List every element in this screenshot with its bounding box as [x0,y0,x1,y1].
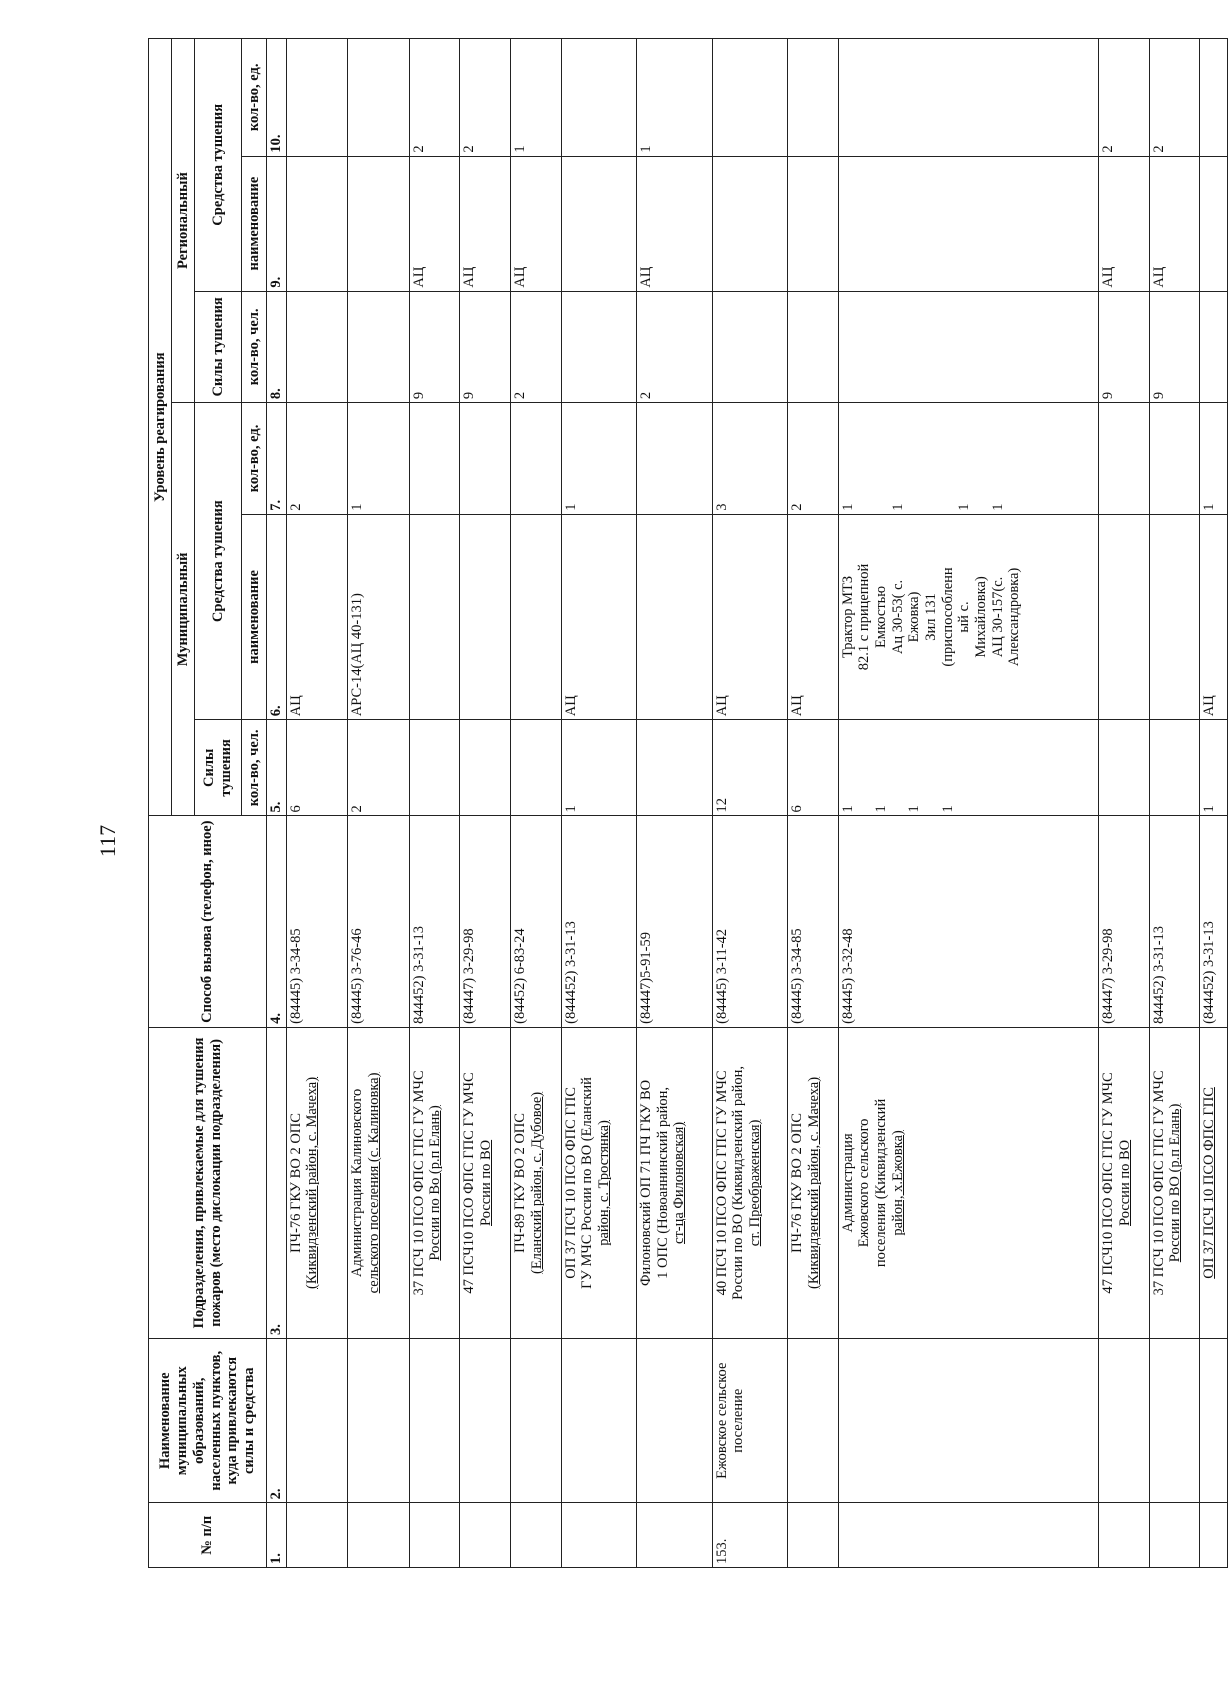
cell-line [906,406,923,511]
cell-m-means-qty [838,403,1098,515]
cell-r-forces [712,291,787,403]
header-m-name: наименование [242,514,267,720]
cell-unit [1098,1027,1149,1338]
cell-r-means-name [1149,156,1200,291]
header-m-qty-people: кол-во, чел. [242,720,267,816]
cell-text: 1 [638,145,655,153]
cell-text: 1 [562,503,579,511]
table-body [286,39,1227,1568]
col-num-1: 1. [267,1503,287,1568]
cell-line: Александровка) [1006,567,1023,667]
fire-response-table [148,38,1228,1568]
cell-m-means-name [286,514,347,720]
cell-text: 2 [1150,145,1167,153]
cell-text: 2 [410,145,427,153]
cell-text: АЦ [713,695,730,717]
cell-line [873,406,890,511]
cell-m-means-qty [286,403,347,515]
cell-line: России по ВО (р.п Елань) [1167,1103,1184,1263]
cell-line: ГУ МЧС России по ВО (Еланский [579,1077,596,1289]
col-num-6: 6. [267,514,287,720]
cell-r-means-qty [712,39,787,157]
cell-m-forces [787,720,838,816]
cell-text: АЦ [1201,695,1218,717]
cell-m-means-qty [409,403,460,515]
cell-line: Ац 30-53( с. [889,579,906,655]
cell-line: России по ВО (Киквидзенский район, [730,1066,747,1300]
cell-call [1149,816,1200,1027]
cell-line: 1 [956,503,973,511]
cell-line: район, с. Тростянка) [596,1120,613,1246]
cell-text: 2 [1099,145,1116,153]
cell-line: 1 [906,805,923,813]
cell-r-means-qty [460,39,511,157]
cell-text: АРС-14(АЦ 40-131) [349,593,366,717]
cell-r-forces [409,291,460,403]
cell-line: Трактор МТЗ [839,575,856,659]
cell-text: (84445) 3-34-85 [287,928,304,1024]
cell-call [712,816,787,1027]
cell-m-means-name [637,514,712,720]
header-m-means: Средства тушения [195,403,242,720]
cell-no [712,1503,787,1568]
cell-no [286,1503,347,1568]
cell-call [787,816,838,1027]
cell-m-means-qty [1200,403,1228,515]
cell-no [1200,1503,1228,1568]
cell-r-means-name [409,156,460,291]
cell-call [561,816,636,1027]
cell-line: ст-ца Филоновская) [671,1121,688,1244]
cell-text: 153. [713,1538,730,1564]
cell-m-means-qty [1149,403,1200,515]
table-row [1200,39,1228,1568]
cell-line: России по Во (р.п Елань) [427,1105,444,1261]
cell-no [348,1503,409,1568]
cell-no [409,1503,460,1568]
header-municipal: Муниципальный [172,403,195,816]
cell-line: России по ВО [1116,1139,1133,1226]
cell-line: поселения (Киквидзенский [873,1098,889,1268]
cell-text: (844452) 3-31-13 [1201,921,1218,1024]
cell-municipality [1149,1339,1200,1503]
cell-line: 82.1 с прицепной [856,563,873,671]
cell-text: 6 [287,805,304,813]
cell-r-means-qty [1149,39,1200,157]
cell-m-means-name [712,514,787,720]
cell-unit [1149,1027,1200,1338]
cell-no [1149,1503,1200,1568]
cell-line: ОП 37 ПСЧ 10 ПСО ФПС ГПС [1201,1087,1218,1279]
cell-r-means-qty [1200,39,1228,157]
cell-line: ПЧ-76 ГКУ ВО 2 ОПС [287,1113,304,1253]
cell-line: 1 [839,503,856,511]
cell-text: 2 [349,805,366,813]
cell-text: 1 [1201,805,1218,813]
cell-r-means-name [286,156,347,291]
cell-m-means-name [561,514,636,720]
cell-text: 9 [1150,391,1167,400]
cell-r-means-name [787,156,838,291]
cell-r-forces [561,291,636,403]
cell-r-means-name [637,156,712,291]
col-num-3: 3. [267,1027,287,1338]
cell-r-forces [787,291,838,403]
header-r-means: Средства тушения [195,39,242,292]
cell-text: 9 [1099,391,1116,400]
cell-text: 9 [461,391,478,400]
cell-text: 1 [562,805,579,813]
cell-text: (84447) 3-29-98 [461,928,478,1024]
cell-unit [348,1027,409,1338]
table-row [637,39,712,1568]
cell-text: (844452) 3-31-13 [562,921,579,1024]
cell-m-forces [460,720,511,816]
cell-text: АЦ [562,695,579,717]
cell-r-means-qty [409,39,460,157]
header-r-forces: Силы тушения [195,291,242,403]
cell-line [856,723,873,812]
cell-call [460,816,511,1027]
cell-line: 37 ПСЧ 10 ПСО ФПС ГПС ГУ МЧС [1150,1070,1167,1296]
cell-municipality [348,1339,409,1503]
cell-m-means-qty [787,403,838,515]
cell-text: АЦ [1099,266,1116,288]
cell-unit [838,1027,1098,1338]
cell-text: АЦ [788,695,805,717]
cell-call [286,816,347,1027]
page-number: 117 [95,824,121,858]
cell-text: 844452) 3-31-13 [410,925,427,1024]
cell-m-forces [838,720,1098,816]
cell-r-means-qty [637,39,712,157]
cell-call [1098,816,1149,1027]
cell-m-means-qty [637,403,712,515]
cell-line: 1 [989,503,1006,511]
cell-m-means-name [409,514,460,720]
cell-unit [511,1027,562,1338]
cell-line: ПЧ-89 ГКУ ВО 2 ОПС [512,1113,529,1253]
cell-r-means-qty [511,39,562,157]
cell-r-forces [838,291,1098,403]
cell-text: АЦ [512,266,529,288]
cell-municipality [1200,1339,1228,1503]
cell-r-forces [1200,291,1228,403]
header-units: Подразделения, привлекаемые для тушения пожаров (место дислокации подразделения) [149,1027,267,1338]
cell-r-means-name [712,156,787,291]
cell-line [856,406,873,511]
cell-municipality [511,1339,562,1503]
cell-r-forces [460,291,511,403]
cell-line: Филоновский ОП 71 ПЧ ГКУ ВО [638,1079,655,1286]
cell-r-means-qty [787,39,838,157]
cell-line: ый с. [956,601,973,633]
cell-line: Администрация [839,1133,856,1233]
cell-text: 2 [788,503,805,511]
cell-municipality [409,1339,460,1503]
table-row [348,39,409,1568]
col-num-4: 4. [267,816,287,1027]
cell-line: (Киквидзенский район, с. Мачеха) [304,1076,321,1289]
header-call-method: Способ вызова (телефон, иное) [149,816,267,1027]
header-r-name: наименование [242,156,267,291]
cell-municipality [787,1339,838,1503]
cell-text: 6 [788,805,805,813]
header-no: № п/п [149,1503,267,1568]
table-row [838,39,1098,1568]
cell-municipality [637,1339,712,1503]
cell-m-means-qty [561,403,636,515]
cell-m-means-name [511,514,562,720]
rotated-table-container [148,38,1228,1568]
cell-m-forces [1098,720,1149,816]
cell-text: 1 [349,503,366,511]
cell-text: 1 [512,145,529,153]
cell-m-means-qty [348,403,409,515]
cell-m-means-name [838,514,1098,720]
cell-text: (84445) 3-11-42 [713,928,730,1024]
cell-m-forces [348,720,409,816]
cell-text: АЦ [287,695,304,717]
cell-text: АЦ [410,266,427,288]
header-regional: Региональный [172,39,195,403]
cell-call [838,816,1098,1027]
cell-line: ст. Преображенская) [746,1119,763,1247]
col-num-5: 5. [267,720,287,816]
cell-line [973,406,990,511]
cell-text: Ежовское сельское поселение [713,1362,747,1479]
table-row [409,39,460,1568]
cell-no [838,1503,1098,1568]
cell-m-means-name [787,514,838,720]
cell-r-means-qty [838,39,1098,157]
cell-line: Ежовского сельского [856,1118,873,1248]
cell-line: Зил 131 [923,593,940,641]
cell-m-means-name [1200,514,1228,720]
cell-municipality [1098,1339,1149,1503]
cell-m-means-qty [1098,403,1149,515]
cell-r-means-name [511,156,562,291]
cell-r-means-name [561,156,636,291]
cell-r-forces [1149,291,1200,403]
cell-text: (84452) 6-83-24 [512,928,529,1024]
cell-no [637,1503,712,1568]
col-num-9: 9. [267,156,287,291]
cell-m-forces [511,720,562,816]
table-row [1149,39,1200,1568]
table-row [511,39,562,1568]
cell-line [890,723,907,812]
col-num-2: 2. [267,1339,287,1503]
cell-line: 1 ОПС (Новоаннинский район, [654,1087,671,1279]
cell-call [1200,816,1228,1027]
cell-r-forces [348,291,409,403]
cell-text: АЦ [638,266,655,288]
cell-line: Администрация Калиновского [349,1088,366,1278]
column-number-row [267,39,287,1568]
cell-unit [787,1027,838,1338]
cell-text: 2 [461,145,478,153]
cell-line: Ежовка) [906,591,923,643]
cell-text: 2 [638,391,655,400]
cell-line: (Киквидзенский район, с. Мачеха) [805,1076,822,1289]
cell-r-forces [286,291,347,403]
cell-unit [409,1027,460,1338]
cell-no [511,1503,562,1568]
cell-line [923,406,940,511]
cell-m-means-name [1149,514,1200,720]
cell-r-means-qty [348,39,409,157]
cell-m-forces [1149,720,1200,816]
table-row [1098,39,1149,1568]
cell-m-forces [561,720,636,816]
cell-call [637,816,712,1027]
cell-no [460,1503,511,1568]
cell-call [409,816,460,1027]
cell-m-means-qty [712,403,787,515]
cell-text: (84447)5-91-59 [638,932,655,1024]
header-m-forces: Силы тушения [195,720,242,816]
cell-text: 1 [1201,503,1218,511]
table-row [712,39,787,1568]
cell-no [1098,1503,1149,1568]
cell-text: (84447) 3-29-98 [1099,928,1116,1024]
cell-text: 12 [713,797,730,813]
cell-municipality [460,1339,511,1503]
cell-r-means-name [348,156,409,291]
cell-text: (84445) 3-76-46 [349,928,366,1024]
cell-line: АЦ 30-157(с. [989,576,1006,658]
cell-line: район, х.Ежовка) [889,1130,906,1236]
cell-line: России по ВО [477,1139,494,1226]
cell-line: 1 [939,805,956,813]
table-row [460,39,511,1568]
cell-unit [460,1027,511,1338]
col-num-8: 8. [267,291,287,403]
cell-text: 9 [410,391,427,400]
cell-text: 844452) 3-31-13 [1150,925,1167,1024]
cell-line [923,723,940,812]
cell-unit [561,1027,636,1338]
header-response-level: Уровень реагирования [149,39,172,816]
cell-line [940,406,957,511]
cell-call [511,816,562,1027]
cell-text: 3 [713,503,730,511]
cell-m-forces [637,720,712,816]
cell-line: (Еланский район, с. Дубовое) [528,1091,545,1275]
cell-m-means-qty [511,403,562,515]
cell-line: 1 [873,805,889,813]
cell-line: 47 ПСЧ10 ПСО ФПС ГПС ГУ МЧС [461,1072,478,1294]
cell-r-forces [637,291,712,403]
cell-text: (84445) 3-34-85 [788,928,805,1024]
cell-r-means-name [1098,156,1149,291]
cell-m-forces [286,720,347,816]
col-num-7: 7. [267,403,287,515]
cell-line: Михайловка) [973,576,990,658]
cell-r-means-qty [561,39,636,157]
header-m-qty-units: кол-во, ед. [242,403,267,515]
cell-line: ПЧ-76 ГКУ ВО 2 ОПС [788,1113,805,1253]
cell-line: Емкостью [873,585,889,649]
header-r-qty-units: кол-во, ед. [242,39,267,157]
cell-r-means-qty [1098,39,1149,157]
cell-line: (приспособленн [939,567,956,667]
cell-m-forces [712,720,787,816]
table-row [561,39,636,1568]
cell-line: 1 [839,805,856,813]
cell-m-forces [409,720,460,816]
cell-text: 2 [512,391,529,400]
cell-municipality [838,1339,1098,1503]
cell-line: сельского поселения (с. Калиновка) [365,1072,382,1294]
cell-municipality [286,1339,347,1503]
cell-m-forces [1200,720,1228,816]
cell-m-means-name [1098,514,1149,720]
cell-call [348,816,409,1027]
cell-unit [286,1027,347,1338]
cell-line: 40 ПСЧ 10 ПСО ФПС ГПС ГУ МЧС [713,1070,730,1296]
header-r-qty-people: кол-во, чел. [242,291,267,403]
cell-text: АЦ [1150,266,1167,288]
cell-unit [1200,1027,1228,1338]
cell-m-means-name [348,514,409,720]
cell-r-forces [1098,291,1149,403]
cell-r-means-qty [286,39,347,157]
cell-line: ОП 37 ПСЧ 10 ПСО ФПС ГПС [562,1087,579,1279]
cell-municipality [712,1339,787,1503]
cell-r-means-name [838,156,1098,291]
cell-line: 1 [889,503,906,511]
cell-text: АЦ [461,266,478,288]
table-row [787,39,838,1568]
cell-text: 2 [287,503,304,511]
cell-m-means-qty [460,403,511,515]
cell-unit [637,1027,712,1338]
cell-line: 37 ПСЧ 10 ПСО ФПС ГПС ГУ МЧС [410,1070,427,1296]
cell-municipality [561,1339,636,1503]
cell-no [561,1503,636,1568]
cell-r-means-name [460,156,511,291]
cell-r-forces [511,291,562,403]
cell-no [787,1503,838,1568]
cell-line: 47 ПСЧ10 ПСО ФПС ГПС ГУ МЧС [1099,1072,1116,1294]
col-num-10: 10. [267,39,287,157]
header-municipality: Наименование муниципальных образований, населенных пунктов, куда привлекаются силы и средства [149,1339,267,1503]
cell-unit [712,1027,787,1338]
cell-text: (84445) 3-32-48 [839,928,856,1024]
table-row [286,39,347,1568]
cell-m-means-name [460,514,511,720]
cell-r-means-name [1200,156,1228,291]
